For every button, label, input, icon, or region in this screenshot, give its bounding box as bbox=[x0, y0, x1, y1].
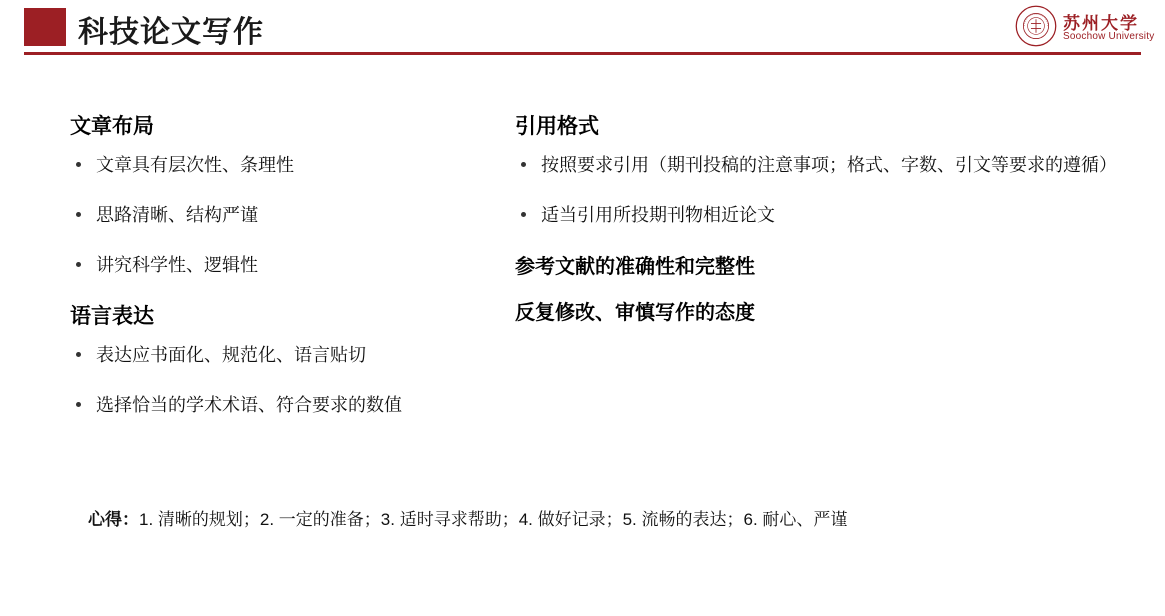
article-layout-bullet-list bbox=[70, 152, 500, 278]
bullet-dot-icon bbox=[76, 262, 81, 267]
logo-name-cn: 苏州大学 bbox=[1063, 14, 1139, 33]
list-item bbox=[70, 392, 500, 418]
bullet-dot-icon bbox=[521, 162, 526, 167]
list-item bbox=[515, 202, 1165, 228]
list-item-label: 思路清晰、结构严谨 bbox=[96, 205, 258, 225]
list-item-label: 选择恰当的学术术语、符合要求的数值 bbox=[96, 395, 402, 415]
list-item bbox=[70, 342, 500, 368]
footer-note bbox=[88, 507, 847, 533]
right-content-column bbox=[515, 112, 1165, 328]
university-logo bbox=[1005, 4, 1165, 50]
list-item bbox=[70, 252, 500, 278]
statement-reference-accuracy: 参考文献的准确性和完整性 bbox=[515, 256, 755, 278]
logo-name-en: Soochow University bbox=[1063, 31, 1155, 42]
list-item-label: 按照要求引用（期刊投稿的注意事项；格式、字数、引文等要求的遵循） bbox=[541, 155, 1117, 175]
header-divider bbox=[24, 52, 1141, 55]
footer-note-label: 心得： bbox=[88, 510, 139, 529]
left-content-column bbox=[70, 112, 500, 442]
bullet-dot-icon bbox=[521, 212, 526, 217]
list-item-label: 文章具有层次性、条理性 bbox=[96, 155, 294, 175]
header-accent-block bbox=[24, 8, 66, 46]
bullet-dot-icon bbox=[76, 352, 81, 357]
section-title-language-expression: 语言表达 bbox=[70, 305, 154, 328]
list-item-label: 表达应书面化、规范化、语言贴切 bbox=[96, 345, 366, 365]
section-title-article-layout: 文章布局 bbox=[70, 115, 154, 138]
footer-note-text: 1. 清晰的规划；2. 一定的准备；3. 适时寻求帮助；4. 做好记录；5. 流畅的表达；6. 耐心、严谨 bbox=[139, 510, 848, 529]
page-title: 科技论文写作 bbox=[78, 16, 264, 49]
section-title-citation-format: 引用格式 bbox=[515, 115, 599, 138]
list-item bbox=[515, 152, 1165, 178]
statement-revision-attitude: 反复修改、审慎写作的态度 bbox=[515, 302, 755, 324]
list-item-label: 讲究科学性、逻辑性 bbox=[96, 255, 258, 275]
language-expression-bullet-list bbox=[70, 342, 500, 418]
list-item-label: 适当引用所投期刊物相近论文 bbox=[541, 205, 775, 225]
list-item bbox=[70, 152, 500, 178]
slide-header bbox=[0, 0, 1165, 55]
bullet-dot-icon bbox=[76, 212, 81, 217]
seal-icon bbox=[1015, 5, 1057, 47]
bullet-dot-icon bbox=[76, 162, 81, 167]
citation-format-bullet-list bbox=[515, 152, 1165, 228]
list-item bbox=[70, 202, 500, 228]
bullet-dot-icon bbox=[76, 402, 81, 407]
